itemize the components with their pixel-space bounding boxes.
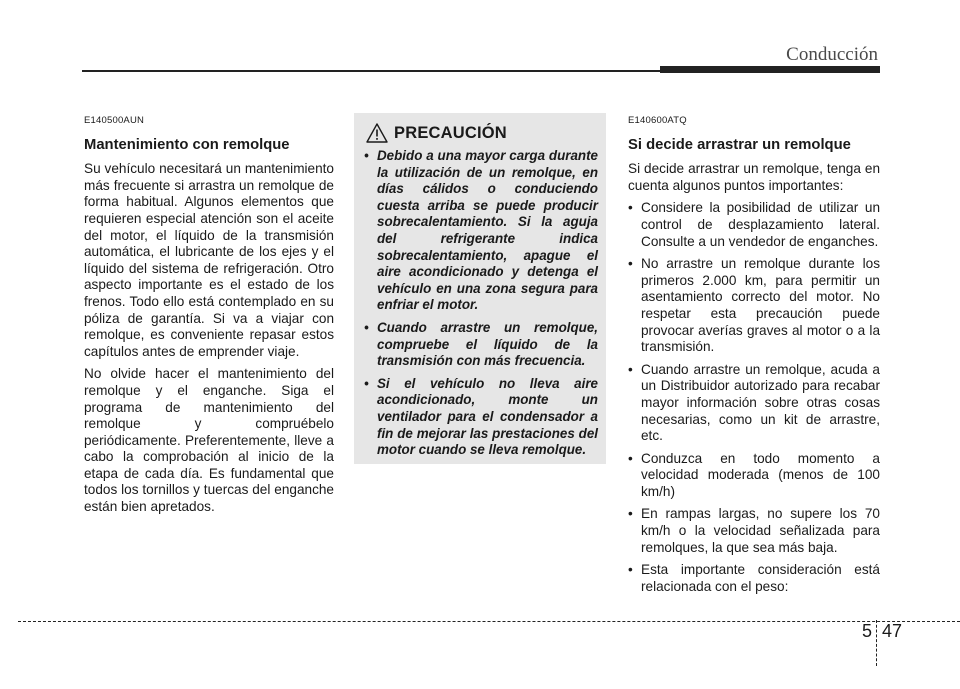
- caution-list: [364, 148, 598, 459]
- paragraph: Su vehículo necesitará un mantenimiento más frecuente si arrastra un remolque de forma habitual. Algunos elementos que requieren especial atención son el aceite del motor, el líquido de la transmisión automática, el lubricante de los ejes y el líquido del sistema de refrigeración. Otro aspecto importante es el estado de los frenos. Todo ello está contemplado en su póliza de garantía. Si va a viajar con remolque, es conveniente repasar estos capítulos antes de emprender viaje.: [84, 161, 334, 359]
- list-item: • Considere la posibilidad de utilizar un control de desplazamiento lateral. Consulte a un vendedor de enganches.: [628, 200, 880, 250]
- list-item: • No arrastre un remolque durante los primeros 2.000 km, para permitir un asentamiento correcto del motor. No respetar esta precaución puede provocar averías graves al motor o a la transmisión.: [628, 256, 880, 356]
- warning-triangle-icon: [366, 123, 388, 143]
- header-rule-accent: [660, 66, 880, 73]
- left-column: [84, 113, 334, 522]
- tips-list: [628, 200, 880, 595]
- section-title: Si decide arrastrar un remolque: [628, 136, 851, 153]
- paragraph: Si decide arrastrar un remolque, tenga en cuenta algunos puntos importantes:: [628, 161, 880, 193]
- paragraph: No olvide hacer el mantenimiento del remolque y el enganche. Siga el programa de mantenimiento del remolque y compruébelo periódicamente. Preferentemente, lleve a cabo la comprobación al inicio de la etapa de cada día. Es fundamental que todos los tornillos y tuercas del enganche están bien apretados.: [84, 366, 334, 515]
- list-item: • En rampas largas, no supere los 70 km/h o la velocidad señalizada para remolques, la que sea más baja.: [628, 506, 880, 556]
- section-code: E140500AUN: [84, 115, 145, 126]
- caution-item: • Debido a una mayor carga durante la utilización de un remolque, en días cálidos o conduciendo cuesta arriba se puede producir sobrecalentamiento. Si la aguja del refrigerante indica sobrecalentamiento, apague el aire acondicionado y detenga el vehículo en una zona segura para enfriar el motor.: [364, 148, 598, 314]
- caution-item: • Cuando arrastre un remolque, compruebe el líquido de la transmisión con más frecuencia.: [364, 320, 598, 370]
- list-item: • Cuando arrastre un remolque, acuda a un Distribuidor autorizado para recabar mayor información sobre otras cosas necesarias, como un kit de arrastre, etc.: [628, 362, 880, 445]
- footer-rule: [18, 621, 960, 622]
- caution-item: • Si el vehículo no lleva aire acondicionado, monte un ventilador para el condensador a fin de mejorar las prestaciones del motor cuando se lleva remolque.: [364, 376, 598, 459]
- chapter-title: Conducción: [786, 44, 878, 65]
- section-title: Mantenimiento con remolque: [84, 136, 290, 153]
- section-code: E140600ATQ: [628, 115, 687, 126]
- caution-title: PRECAUCIÓN: [394, 123, 507, 142]
- caution-header: [364, 123, 598, 143]
- header-rule: [82, 70, 660, 72]
- page-number-divider: [876, 620, 877, 666]
- page-number: 47: [882, 621, 903, 641]
- list-item: • Esta importante consideración está relacionada con el peso:: [628, 562, 880, 595]
- right-column: [628, 113, 880, 601]
- list-item: • Conduzca en todo momento a velocidad moderada (menos de 100 km/h): [628, 451, 880, 501]
- caution-box: [354, 113, 606, 464]
- chapter-number: 5: [861, 621, 872, 641]
